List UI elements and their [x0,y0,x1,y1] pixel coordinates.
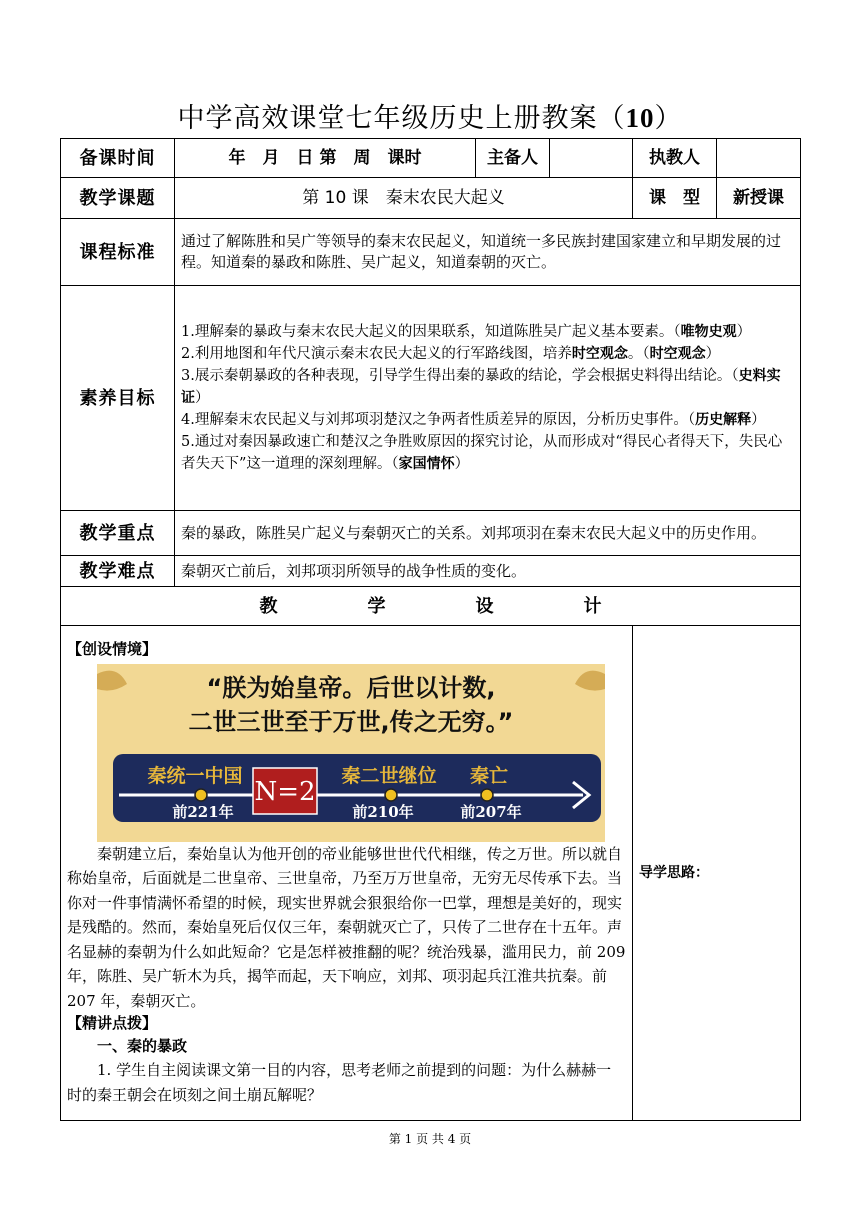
row-key-points [61,511,801,556]
goal-item-1: 1.理解秦的暴政与秦末农民大起义的因果联系，知道陈胜吴广起义基本要素。（唯物史观） [181,324,752,340]
row-difficulties [61,556,801,587]
design-main-content [61,626,633,1121]
quote-line-2: 二世三世至于万世,传之无穷。” [188,707,514,736]
year-label-2: 前210年 [352,802,414,821]
event-label-2: 秦二世继位 [341,764,437,787]
row-design-header [61,587,801,626]
label-teacher: 执教人 [633,139,717,178]
row-prep-time [61,139,801,178]
prep-time-value[interactable]: 年 月 日 第 周 课时 [175,139,476,178]
timeline-picture [97,664,605,842]
goal-item-3: 3.展示秦朝暴政的各种表现，引导学生得出秦的暴政的结论，学会根据史料得出结论。（史料实证） [181,368,781,406]
guide-notes-label: 导学思路： [639,864,709,881]
topic-value: 第 10 课 秦末农民大起义 [175,178,633,219]
row-curriculum [61,219,801,286]
document-title: 中学高效课堂七年级历史上册教案（10） [177,103,683,134]
section-explanation: 【精讲点拨】 [67,1014,158,1033]
lesson-plan-table [60,138,801,1121]
subheading-tyranny: 一、秦的暴政 [97,1037,188,1056]
label-difficulties: 教学难点 [61,556,175,587]
row-topic [61,178,801,219]
goals-list [175,286,801,511]
row-goals [61,286,801,511]
goal-item-5: 5.通过对秦因暴政速亡和楚汉之争胜败原因的探究讨论，从而形成对“得民心者得天下，失民心者失天下”这一道理的深刻理解。（家国情怀） [181,434,783,472]
scenario-story: 秦朝建立后，秦始皇认为他开创的帝业能够世世代代相继，传之万世。所以就自称始皇帝，后面就是二世皇帝、三世皇帝，乃至万万世皇帝，无穷无尽传承下去。当你对一件事情满怀希望的时候，现实世界就会狠狠给你一巴掌，理想是美好的，现实是残酷的。然而，秦始皇死后仅仅三年，秦朝就灭亡了，只传了二世存在十五年。声名显赫的秦朝为什么如此短命？它是怎样被推翻的呢？统治残暴，滥用民力，前 209 年，陈胜、吴广斩木为兵，揭竿而起，天下响应，刘邦、项羽起兵江淮共抗秦。前 207 年，秦朝灭亡。 [67,844,626,1010]
label-prep-time: 备课时间 [61,139,175,178]
label-curriculum: 课程标准 [61,219,175,286]
question-1: 1. 学生自主阅读课文第一目的内容，思考老师之前提到的问题：为什么赫赫一时的秦王朝会在顷刻之间土崩瓦解呢？ [67,1061,612,1104]
label-lesson-type: 课 型 [633,178,717,219]
key-points-text: 秦的暴政，陈胜吴广起义与秦朝灭亡的关系。刘邦项羽在秦末农民大起义中的历史作用。 [175,511,801,556]
page-footer: 第 1 页 共 4 页 [388,1132,472,1146]
design-header: 教 学 设 计 [61,587,801,626]
difficulties-text: 秦朝灭亡前后，刘邦项羽所领导的战争性质的变化。 [175,556,801,587]
lesson-type-value: 新授课 [717,178,801,219]
goal-item-4: 4.理解秦末农民起义与刘邦项羽楚汉之争两者性质差异的原因，分析历史事件。（历史解释） [181,412,766,428]
label-goals: 素养目标 [61,286,175,511]
goal-item-2: 2.利用地图和年代尺演示秦末农民大起义的行军路线图，培养时空观念。（时空观念） [181,346,721,362]
event-label-3: 秦亡 [469,764,509,787]
guide-notes-cell[interactable] [633,626,801,1121]
event-label-1: 秦统一中国 [147,764,243,787]
formula-label: N=2 [254,776,316,807]
year-label-1: 前221年 [172,802,234,821]
label-key-points: 教学重点 [61,511,175,556]
timeline-graphic [97,664,605,842]
year-label-3: 前207年 [460,802,522,821]
row-design-content [61,626,801,1121]
label-main-preparer: 主备人 [476,139,550,178]
curriculum-text: 通过了解陈胜和吴广等领导的秦末农民起义，知道统一多民族封建国家建立和早期发展的过程。知道秦的暴政和陈胜、吴广起义，知道秦朝的灭亡。 [175,219,801,286]
teacher-value[interactable] [717,139,801,178]
main-preparer-value[interactable] [550,139,633,178]
section-scenario: 【创设情境】 [67,639,158,658]
quote-line-1: “朕为始皇帝。后世以计数, [206,673,496,702]
label-topic: 教学课题 [61,178,175,219]
